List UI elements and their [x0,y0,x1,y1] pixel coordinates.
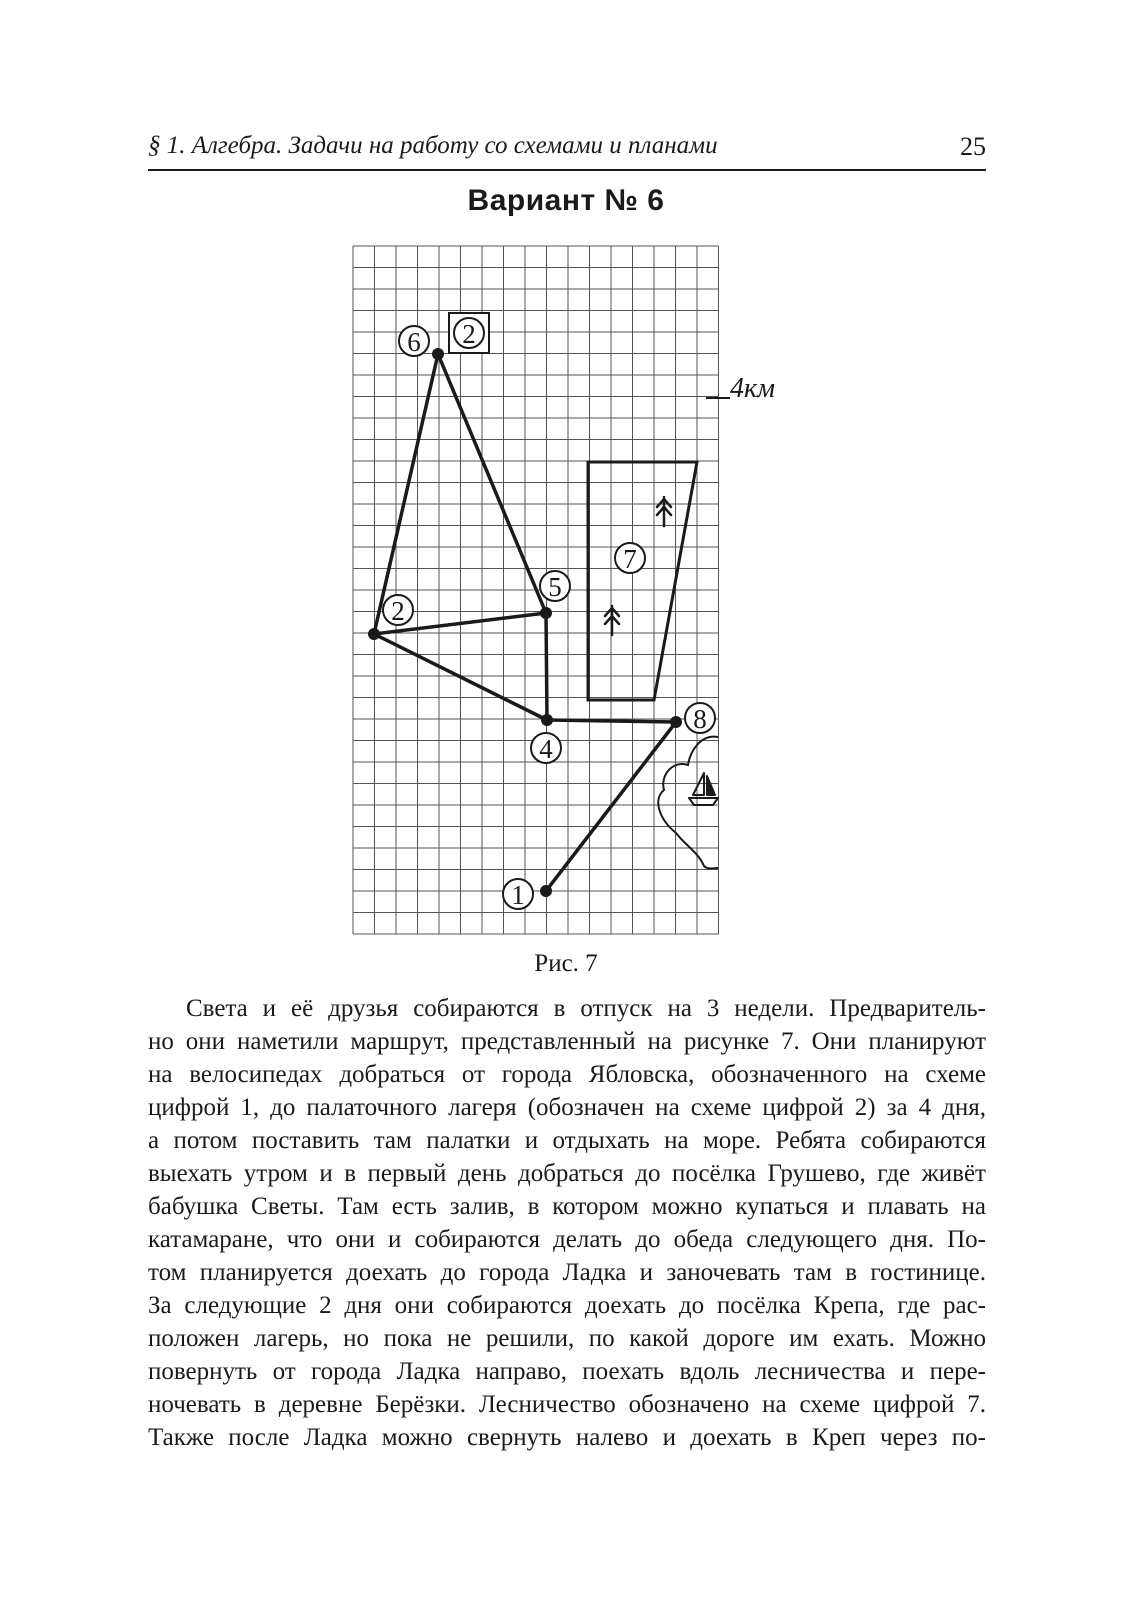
node-8-badge [685,703,715,734]
text-line: катамаране, что они и собираются делать до обеда следующего дня. По- [148,1226,986,1253]
node-5-label: 5 [548,572,562,602]
forest-tree-icon [657,497,671,526]
node-7-badge [615,543,645,574]
node-1-point [540,885,552,897]
text-line: За следующие 2 дня они собираются доехать до посёлка Крепа, где рас- [148,1292,986,1319]
running-header-title: § 1. Алгебра. Задачи на работу со схемами и планами [148,132,718,159]
node-2-point [368,628,380,640]
text-line: повернуть от города Ладка направо, поехать вдоль лесничества и пере- [148,1358,986,1385]
text-line: том планируется доехать до города Ладка и заночевать там в гостинице. [148,1259,986,1286]
forest-tree-icon [605,606,619,635]
bay-coastline [658,737,718,869]
text-line: положен лагерь, но пока не решили, по какой дороге им ехать. Можно [148,1325,986,1352]
text-line: Света и её друзья собираются в отпуск на 3 недели. Предваритель- [186,995,986,1022]
forestry-area [588,462,697,700]
route-6-5 [438,354,546,613]
camp-node-2-badge [449,313,489,353]
page-number: 25 [960,132,986,161]
node-6-badge [399,326,429,357]
text-line: Также после Ладка можно свернуть налево и доехать в Креп через по- [148,1424,986,1451]
text-line: выехать утром и в первый день добраться до посёлка Грушево, где живёт [148,1160,986,1187]
route-5-4 [546,613,547,720]
task-text [148,992,986,1454]
text-line: цифрой 1, до палаточного лагеря (обозначен на схеме цифрой 2) за 4 дня, [148,1094,986,1121]
route-4-8 [547,720,676,722]
text-line: бабушка Светы. Там есть залив, в котором можно купаться и плавать на [148,1193,986,1220]
node-1-label: 1 [511,880,525,910]
node-6-point [432,348,444,360]
node-4-badge [531,733,561,764]
figure-caption: Рис. 7 [534,950,598,977]
node-2-label: 2 [391,596,405,626]
node-5-point [540,607,552,619]
camp-node-2-label: 2 [462,319,476,349]
text-line: на велосипедах добраться от города Ябловска, обозначенного на схеме [148,1061,986,1088]
text-line: а потом поставить там палатки и отдыхать на море. Ребята собираются [148,1127,986,1154]
node-4-label: 4 [539,734,553,764]
text-line: ночевать в деревне Берёзки. Лесничество обозначено на схеме цифрой 7. [148,1391,986,1418]
node-8-point [670,716,682,728]
node-8-label: 8 [693,704,707,734]
node-6-label: 6 [407,327,421,357]
text-line: но они наметили маршрут, представленный на рисунке 7. Они планируют [148,1028,986,1055]
variant-title: Вариант № 6 [467,184,665,217]
node-2-badge [383,595,413,626]
scale-label: 4км [730,373,775,404]
sailboat-icon [689,773,718,805]
node-4-point [541,714,553,726]
node-7-label: 7 [623,544,637,574]
node-5-badge [540,571,570,602]
node-1-badge [503,879,533,910]
